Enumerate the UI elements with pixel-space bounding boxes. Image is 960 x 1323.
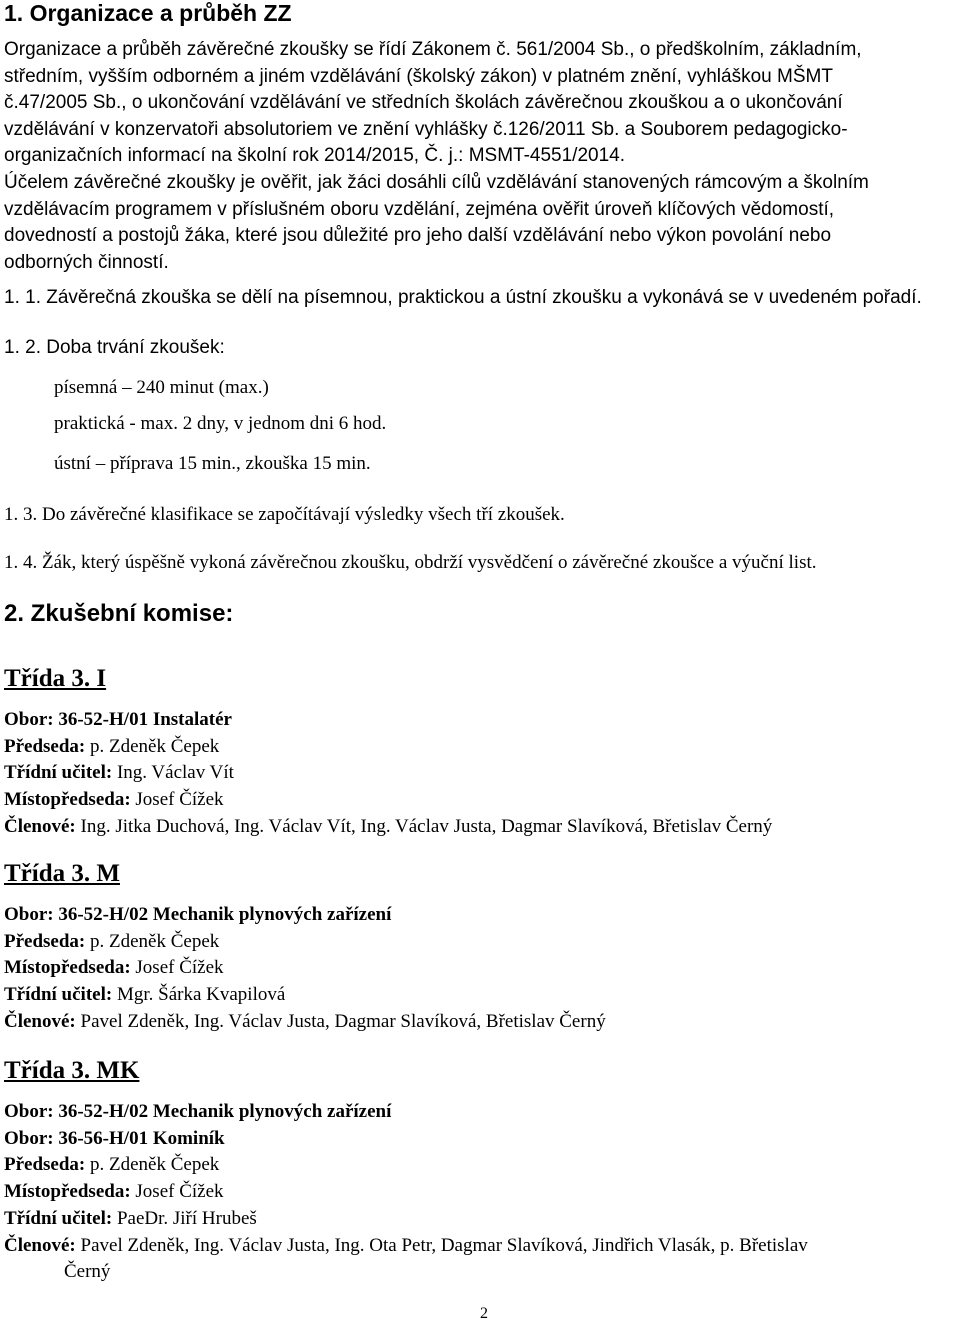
purpose-line: dovedností a postojů žáka, které jsou důležité pro jeho další vzdělávání nebo výkon povolání nebo xyxy=(4,225,832,246)
committee-row-continuation: Černý xyxy=(64,1261,111,1283)
page-number: 2 xyxy=(480,1305,488,1322)
item-1-4: 1. 4. Žák, který úspěšně vykoná závěrečnou zkoušku, obdrží vysvědčení o závěrečné zkoušce a výuční list. xyxy=(4,552,817,573)
committee-row: Předseda: p. Zdeněk Čepek xyxy=(4,1154,220,1176)
class-title: Třída 3. MK xyxy=(4,1057,140,1084)
intro-paragraph xyxy=(4,37,862,170)
purpose-line: vzdělávacím programem v příslušném oboru vzdělání, zejména ověřit úroveň klíčových vědomostí, xyxy=(4,198,835,220)
class-title: Třída 3. I xyxy=(4,665,107,692)
committee-row: Členové: Ing. Jitka Duchová, Ing. Václav Vít, Ing. Václav Justa, Dagmar Slavíková, Břetislav Černý xyxy=(4,815,773,837)
committee-row: Místopředseda: Josef Čížek xyxy=(4,1181,224,1203)
item-1-3: 1. 3. Do závěrečné klasifikace se započítávají výsledky všech tří zkoušek. xyxy=(4,504,565,525)
committee-row: Třídní učitel: Ing. Václav Vít xyxy=(4,762,234,784)
committee-row: Obor: 36-52-H/02 Mechanik plynových zařízení xyxy=(4,1101,392,1122)
intro-line: organizačních informací na školní rok 2014/2015, Č. j.: MSMT-4551/2014. xyxy=(4,145,625,166)
committee-row: Členové: Pavel Zdeněk, Ing. Václav Justa, Ing. Ota Petr, Dagmar Slavíková, Jindřich Vlasák, p. Břetislav xyxy=(4,1234,808,1256)
committee-row: Třídní učitel: PaeDr. Jiří Hrubeš xyxy=(4,1207,257,1229)
committee-row: Předseda: p. Zdeněk Čepek xyxy=(4,930,220,952)
committee-row: Místopředseda: Josef Čížek xyxy=(4,789,224,811)
section-2-title: 2. Zkušební komise: xyxy=(4,600,234,627)
purpose-paragraph xyxy=(4,170,869,276)
purpose-line: Účelem závěrečné zkoušky je ověřit, jak žáci dosáhli cílů vzdělávání stanovených rámcovým a školním xyxy=(4,172,869,193)
intro-line: středním, vyšším odborném a jiném vzdělávání (školský zákon) v platném znění, vyhláškou MŠMT xyxy=(4,65,833,87)
intro-line: vzdělávání v konzervatoři absolutoriem ve znění vyhlášky č.126/2011 Sb. a Souborem pedagogicko- xyxy=(4,118,848,140)
duration-written: písemná – 240 minut (max.) xyxy=(54,377,269,398)
class-committee xyxy=(4,902,606,1036)
duration-oral: ústní – příprava 15 min., zkouška 15 min. xyxy=(54,453,371,474)
class-title: Třída 3. M xyxy=(4,860,120,887)
committee-row: Obor: 36-56-H/01 Kominík xyxy=(4,1127,225,1149)
committee-row: Členové: Pavel Zdeněk, Ing. Václav Justa, Dagmar Slavíková, Břetislav Černý xyxy=(4,1010,606,1032)
class-committee xyxy=(4,707,772,841)
duration-practical: praktická - max. 2 dny, v jednom dni 6 hod. xyxy=(54,413,387,434)
purpose-line: odborných činností. xyxy=(4,251,169,273)
committee-row: Obor: 36-52-H/01 Instalatér xyxy=(4,709,232,730)
committee-row: Předseda: p. Zdeněk Čepek xyxy=(4,735,220,757)
committee-row: Třídní učitel: Mgr. Šárka Kvapilová xyxy=(4,984,286,1006)
item-1-2: 1. 2. Doba trvání zkoušek: xyxy=(4,337,225,358)
item-1-1: 1. 1. Závěrečná zkouška se dělí na písemnou, praktickou a ústní zkoušku a vykonává se v uvedeném pořadí. xyxy=(4,287,922,308)
class-committee xyxy=(4,1099,808,1286)
intro-line: č.47/2005 Sb., o ukončování vzdělávání ve středních školách závěrečnou zkouškou a o ukončování xyxy=(4,92,843,113)
intro-line: Organizace a průběh závěrečné zkoušky se řídí Zákonem č. 561/2004 Sb., o předškolním, základním, xyxy=(4,39,862,60)
committee-row: Místopředseda: Josef Čížek xyxy=(4,957,224,979)
committee-row: Obor: 36-52-H/02 Mechanik plynových zařízení xyxy=(4,904,392,925)
section-1-title: 1. Organizace a průběh ZZ xyxy=(4,0,292,26)
